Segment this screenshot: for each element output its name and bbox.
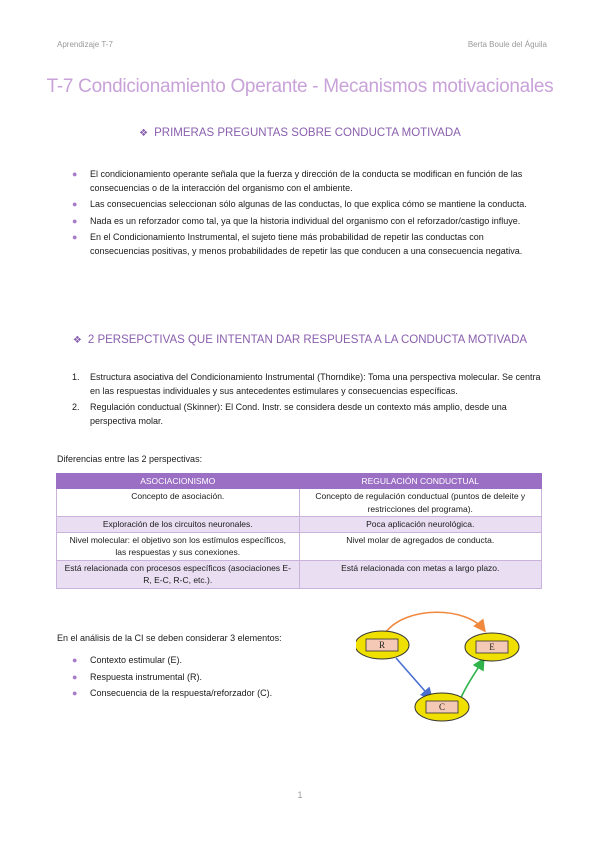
bullet-dot-icon: ● bbox=[72, 199, 78, 209]
bullet-dot-icon: ● bbox=[72, 655, 78, 665]
page-number: 1 bbox=[297, 790, 303, 800]
table-row: Concepto de asociación. Concepto de regulación conductual (puntos de deleite y restricciones del programa). bbox=[57, 489, 542, 517]
list-item: ● El condicionamiento operante señala que la fuerza y dirección de la conducta se modifican en función de las consecuencias o de la interacción del organismo con el ambiente. bbox=[72, 169, 523, 193]
header-author: Berta Boule del Águila bbox=[467, 40, 547, 49]
node-e bbox=[465, 633, 519, 661]
ci-elements-diagram bbox=[356, 610, 526, 730]
node-r-label: R bbox=[378, 640, 386, 650]
diamond-bullet-icon: ❖ bbox=[72, 335, 82, 346]
diamond-bullet-icon: ❖ bbox=[139, 128, 149, 139]
section-heading-2-text: 2 PERSEPCTIVAS QUE INTENTAN DAR RESPUESTA A LA CONDUCTA MOTIVADA bbox=[87, 334, 528, 346]
list-item: ● Nada es un reforzador como tal, ya que la historia individual del organismo con el reforzador/castigo influye. bbox=[72, 215, 542, 229]
node-e-label: E bbox=[489, 642, 495, 652]
list-item: ● Contexto estimular (E). bbox=[72, 654, 332, 668]
section2-numbered-list bbox=[72, 371, 542, 431]
section-heading-2 bbox=[0, 334, 600, 346]
list-item: ● Respuesta instrumental (R). bbox=[72, 671, 332, 685]
elements-intro: En el análisis de la CI se deben considerar 3 elementos: bbox=[57, 633, 282, 643]
table-row: Nivel molecular: el objetivo son los estímulos específicos, las respuestas y sus conexiones. Nivel molar de agregados de conducta. bbox=[57, 532, 542, 560]
table-header-regulacion: REGULACIÓN CONDUCTUAL bbox=[299, 474, 542, 489]
node-r bbox=[356, 631, 409, 659]
section-heading-1 bbox=[0, 127, 600, 139]
section1-bullet-list bbox=[72, 168, 542, 261]
list-item: ● Las consecuencias seleccionan sólo algunas de las conductas, lo que explica cómo se mantiene la conducta. bbox=[72, 198, 542, 212]
list-item: 1. Estructura asociativa del Condicionamiento Instrumental (Thorndike): Toma una perspectiva molecular. Se centra en las respuestas individuales y sus antecedentes estimulares y consecuencias específicas. bbox=[72, 372, 541, 396]
list-item: ● Consecuencia de la respuesta/reforzador (C). bbox=[72, 687, 332, 701]
comparison-table bbox=[56, 473, 542, 589]
table-row: Está relacionada con procesos específicos (asociaciones E-R, E-C, R-C, etc.). Está relacionada con metas a largo plazo. bbox=[57, 560, 542, 588]
bullet-dot-icon: ● bbox=[72, 169, 78, 179]
bullet-dot-icon: ● bbox=[72, 671, 78, 682]
section3-bullet-list bbox=[72, 654, 332, 704]
table-row: Exploración de los circuitos neuronales. Poca aplicación neurológica. bbox=[57, 517, 542, 533]
section-heading-1-text: PRIMERAS PREGUNTAS SOBRE CONDUCTA MOTIVADA bbox=[154, 127, 461, 139]
arrow-r-to-e bbox=[386, 612, 484, 632]
bullet-dot-icon: ● bbox=[72, 688, 78, 698]
bullet-dot-icon: ● bbox=[72, 232, 78, 242]
header-course: Aprendizaje T-7 bbox=[57, 40, 113, 49]
differences-label: Diferencias entre las 2 perspectivas: bbox=[57, 454, 203, 464]
arrow-r-to-c bbox=[396, 658, 431, 698]
list-item: ● En el Condicionamiento Instrumental, el sujeto tiene más probabilidad de repetir las conductas con consecuencias positivas, y menos probabilidades de repetir las que conducen a una consecuencia negativa. bbox=[72, 232, 523, 256]
table-header-asociacionismo: ASOCIACIONISMO bbox=[57, 474, 300, 489]
list-item: 2. Regulación conductual (Skinner): El Cond. Instr. se considera desde un contexto más amplio, desde una perspectiva molar. bbox=[72, 402, 507, 426]
node-c-label: C bbox=[438, 702, 446, 712]
page-title: T-7 Condicionamiento Operante - Mecanismos motivacionales bbox=[46, 76, 554, 97]
node-c bbox=[415, 693, 469, 721]
arrow-c-e-link bbox=[460, 660, 483, 700]
bullet-dot-icon: ● bbox=[72, 215, 78, 226]
